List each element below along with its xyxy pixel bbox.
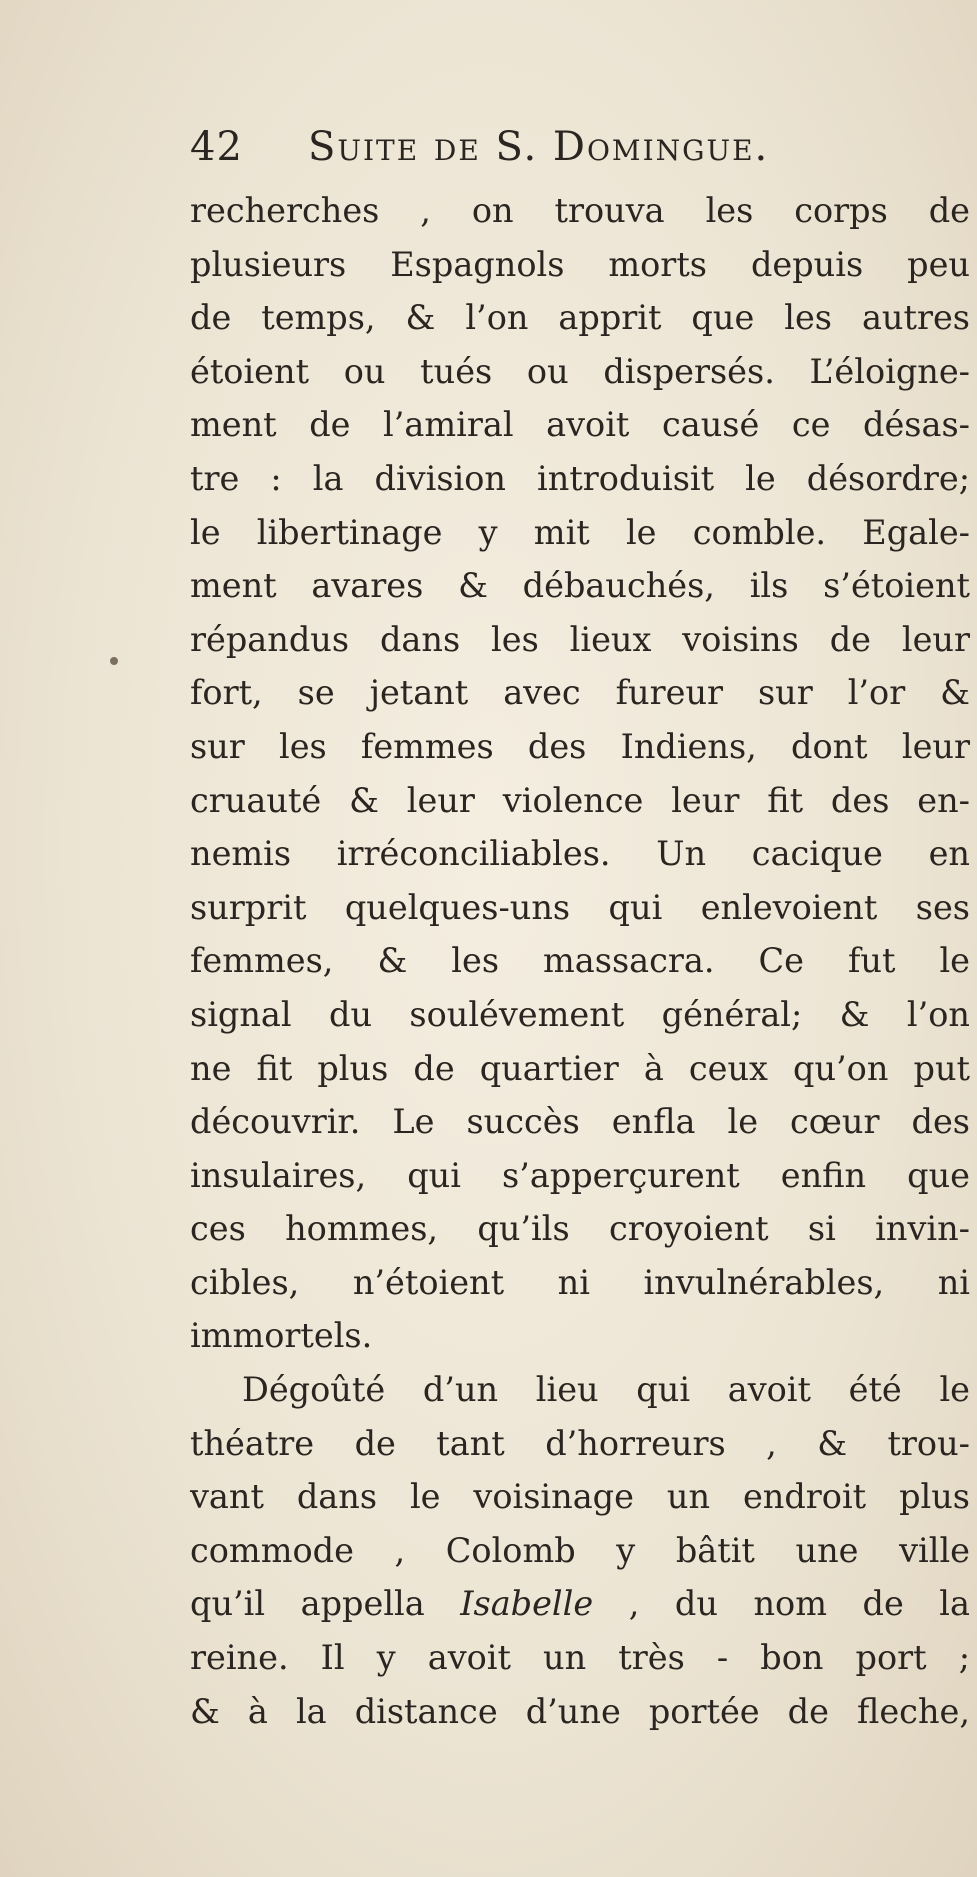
text-line: & à la distance d’une portée de fleche, [190, 1691, 970, 1731]
text-line: ne fit plus de quartier à ceux qu’on put [190, 1048, 970, 1088]
text-line: reine. Il y avoit un très - bon port ; [190, 1638, 970, 1678]
italic-name-isabelle: Isabelle [460, 1584, 594, 1624]
text-fragment: , du nom de la [593, 1584, 970, 1624]
running-title: Suite de S. Domingue. [308, 124, 770, 170]
text-line: immortels. [190, 1316, 373, 1356]
text-line: nemis irréconciliables. Un cacique en [190, 834, 970, 874]
text-line: cruauté & leur violence leur fit des en- [190, 780, 970, 820]
text-line: tre : la division introduisit le désordre; [190, 458, 970, 498]
margin-speck [110, 657, 118, 665]
text-line: découvrir. Le succès enfla le cœur des [190, 1102, 970, 1142]
text-line: répandus dans les lieux voisins de leur [190, 619, 970, 659]
text-line: vant dans le voisinage un endroit plus [190, 1477, 970, 1517]
text-line: étoient ou tués ou dispersés. L’éloigne- [190, 351, 970, 391]
paragraph-1 [190, 184, 970, 1363]
text-line: signal du soulévement général; & l’on [190, 994, 970, 1034]
text-line: Dégoûté d’un lieu qui avoit été le [242, 1370, 970, 1410]
text-line: ces hommes, qu’ils croyoient si invin- [190, 1209, 970, 1249]
text-line: femmes, & les massacra. Ce fut le [190, 941, 970, 981]
page-number: 42 [190, 124, 243, 170]
paragraph-2 [190, 1363, 970, 1738]
page-text [190, 124, 970, 1738]
text-line: de temps, & l’on apprit que les autres [190, 298, 970, 338]
text-line: surprit quelques-uns qui enlevoient ses [190, 887, 970, 927]
text-line: recherches , on trouva les corps de [190, 191, 970, 230]
text-line: plusieurs Espagnols morts depuis peu [190, 244, 970, 284]
text-line: ment avares & débauchés, ils s’étoient [190, 566, 970, 606]
text-line: cibles, n’étoient ni invulnérables, ni [190, 1262, 970, 1302]
text-line: insulaires, qui s’apperçurent enfin que [190, 1155, 970, 1195]
text-line: ment de l’amiral avoit causé ce désas- [190, 405, 970, 445]
text-fragment: qu’il appella [190, 1584, 461, 1624]
text-line: le libertinage y mit le comble. Egale- [190, 512, 970, 552]
page-header [190, 124, 970, 184]
text-line: commode , Colomb y bâtit une ville [190, 1530, 970, 1570]
text-line: fort, se jetant avec fureur sur l’or & [190, 673, 970, 713]
text-line: théatre de tant d’horreurs , & trou- [190, 1423, 970, 1463]
text-line: sur les femmes des Indiens, dont leur [190, 726, 970, 766]
text-line [190, 1577, 970, 1631]
